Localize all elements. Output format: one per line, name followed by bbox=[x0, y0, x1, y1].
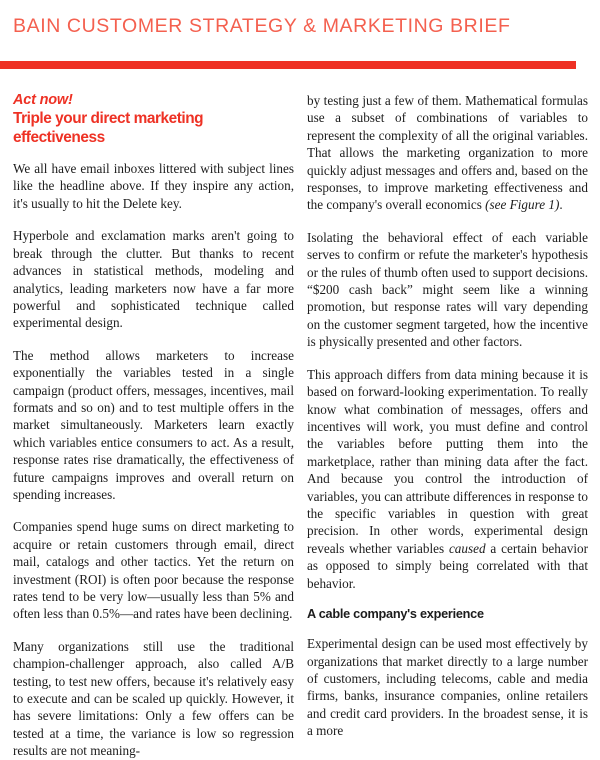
publication-title: BAIN CUSTOMER STRATEGY & MARKETING BRIEF bbox=[13, 15, 511, 37]
paragraph bbox=[307, 92, 588, 214]
article-headline: Triple your direct marketing effectiveness bbox=[13, 110, 204, 146]
paragraph-text: a certain behavior as opposed to simply being correlated with that behavior. bbox=[307, 540, 588, 591]
paragraph: We all have email inboxes littered with subject lines like the headline above. If they inspire any action, it's usually to hit the Delete key. bbox=[13, 161, 294, 211]
paragraph: The method allows marketers to increase exponentially the variables tested in a single campaign (product offers, messages, incentives, mail formats and so on) and to test multiple offers in the market simultaneously. Marketers learn exactly which variables entice consumers to act. As a result, response rates rise dramatically, the effectiveness of future campaigns improves and overall return on spending increases. bbox=[13, 347, 294, 502]
section-subheading: A cable company's experience bbox=[307, 606, 484, 621]
paragraph: Hyperbole and exclamation marks aren't going to break through the clutter. But thanks to recent advances in statistical methods, modeling and analytics, leading marketers now have a far more powerful and sophisticated technique called experimental design. bbox=[13, 228, 294, 331]
paragraph bbox=[307, 366, 588, 592]
right-column bbox=[307, 92, 588, 739]
article-body bbox=[0, 92, 600, 759]
paragraph-text: This approach differs from data mining because it is based on forward-looking experimentation. To really know what combination of messages, offers and incentives will work, you must define and control the variables before putting them into the marketplace, rather than mining data after the fact. And because you control the introduction of variables, you can attribute differences in response to the specific variables in question with great precision. In other words, experimental design reveals whether variables bbox=[307, 366, 588, 556]
paragraph-text: by testing just a few of them. Mathematical formulas use a subset of combinations of variables to represent the complexity of all the original variables. That allows the marketing organization to more quickly adjust messages and offers and, based on the responses, to improve marketing effectiveness and the company's overall economics bbox=[307, 93, 588, 213]
paragraph: Many organizations still use the traditional champion-challenger approach, also called A/B testing, to test new offers, because it's relatively easy to execute and can be scaled up quickly. However, it has severe limitations: Only a few offers can be tested at a time, the variance is low so regression results are not meaning- bbox=[13, 638, 294, 759]
emphasized-word: caused bbox=[448, 540, 486, 556]
masthead bbox=[0, 0, 600, 80]
masthead-divider-rule bbox=[0, 61, 576, 69]
article-kicker: Act now! bbox=[13, 92, 73, 108]
left-column bbox=[13, 92, 294, 759]
paragraph-text: . bbox=[559, 197, 563, 213]
paragraph: Isolating the behavioral effect of each variable serves to confirm or refute the marketer's hypothesis or the rules of thumb often used to support decisions. “$200 cash back” might seem like a winning promotion, but response rates will vary depending on the customer segment targeted, how the incentive is physically presented and other factors. bbox=[307, 229, 588, 350]
paragraph: Companies spend huge sums on direct marketing to acquire or retain customers through email, direct mail, catalogs and other tactics. Yet the return on investment (ROI) is often poor because the response rates tend to be very low—usually less than 5% and often less than 0.5%—and rates have been declining. bbox=[13, 519, 294, 622]
figure-reference: (see Figure 1) bbox=[485, 197, 560, 213]
paragraph: Experimental design can be used most effectively by organizations that market directly to a large number of customers, including telecoms, cable and media firms, banks, insurance companies, online retailers and credit card providers. In the broadest sense, it is a more bbox=[307, 636, 588, 739]
